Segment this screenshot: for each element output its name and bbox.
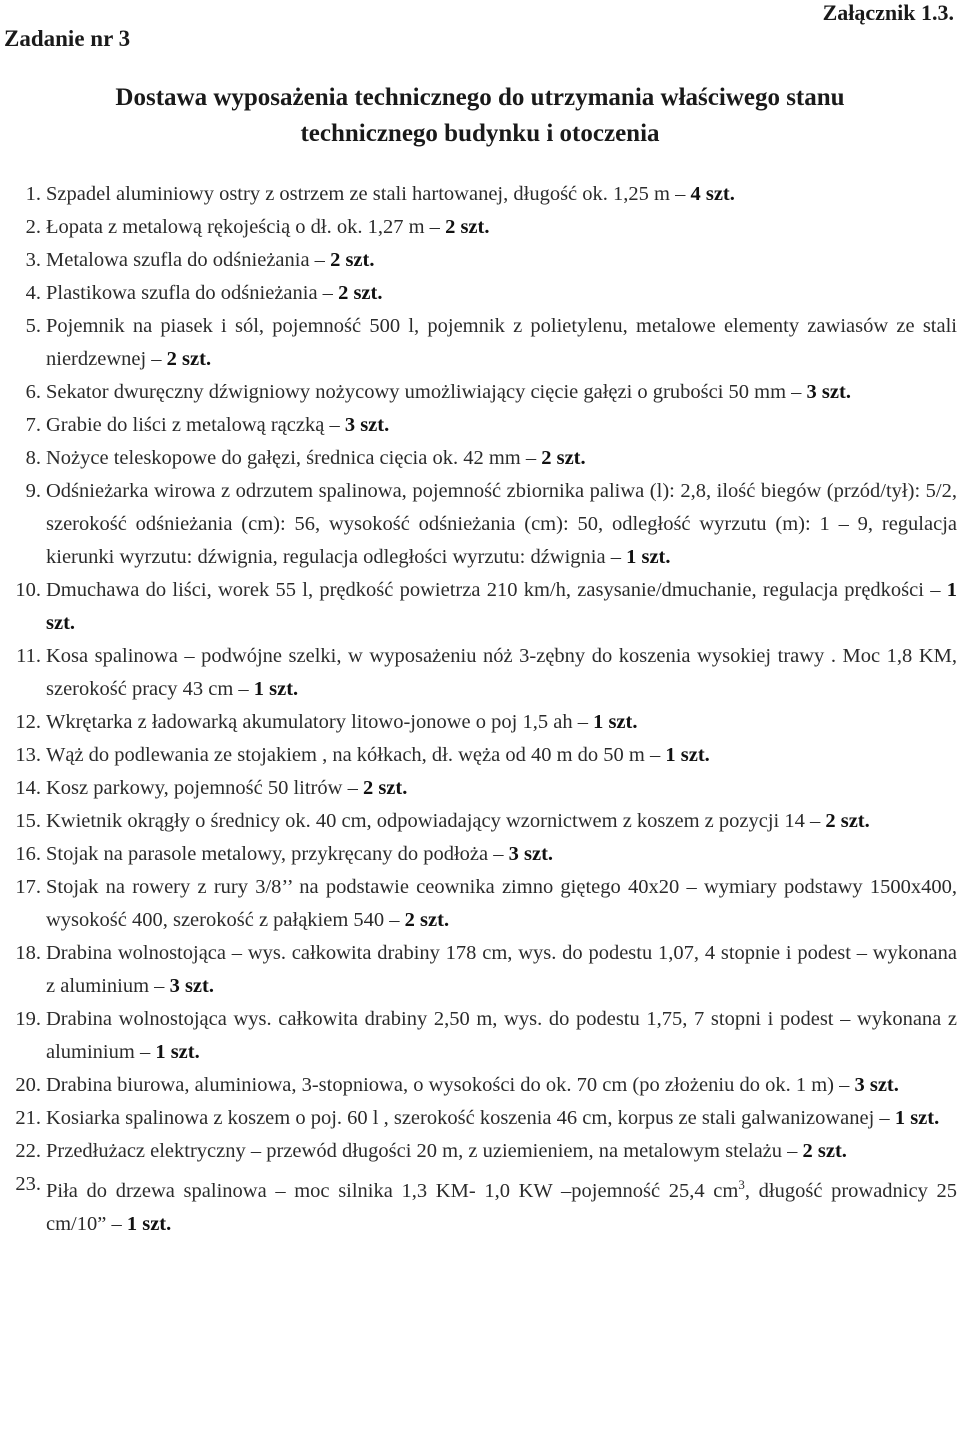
item-quantity: 3 szt. [344, 414, 390, 436]
list-item [0, 1102, 957, 1135]
item-number: 17. [15, 876, 41, 898]
list-item [0, 706, 957, 739]
title-line-2: technicznego budynku i otoczenia [300, 120, 660, 147]
item-text [46, 442, 957, 475]
item-description: Łopata z metalową rękojeścią o dł. ok. 1,27 m – [46, 216, 446, 238]
item-text [46, 739, 957, 772]
item-text [46, 178, 957, 211]
item-text [46, 838, 957, 871]
item-number: 6. [25, 381, 41, 403]
list-item [0, 244, 957, 277]
list-item [0, 310, 957, 376]
item-description: Stojak na parasole metalowy, przykręcany do podłoża – [46, 843, 509, 865]
list-item [0, 1003, 957, 1069]
item-text [46, 1003, 957, 1069]
item-description: Nożyce teleskopowe do gałęzi, średnica cięcia ok. 42 mm – [46, 447, 542, 469]
item-description-cont: , długość prowadnicy 25 cm/10” – [46, 1179, 958, 1235]
item-number: 21. [15, 1107, 41, 1129]
list-item [0, 640, 957, 706]
item-quantity: 2 szt. [445, 216, 490, 238]
item-quantity: 1 szt. [665, 744, 710, 766]
item-quantity: 2 szt. [338, 282, 383, 304]
item-number: 22. [15, 1140, 41, 1162]
item-number: 3. [25, 249, 41, 271]
item-number: 23. [15, 1173, 41, 1195]
item-quantity: 1 szt. [253, 678, 299, 700]
item-number: 7. [25, 414, 41, 436]
item-description: Sekator dwuręczny dźwigniowy nożycowy umożliwiający cięcie gałęzi o grubości 50 mm – [46, 381, 807, 403]
list-item [0, 442, 957, 475]
item-description: Drabina biurowa, aluminiowa, 3-stopniowa, o wysokości do ok. 70 cm (po złożeniu do ok. 1 m) – [46, 1074, 855, 1096]
item-number: 5. [25, 315, 41, 337]
item-description: Stojak na rowery z rury 3/8’’ na podstawie ceownika zimno giętego 40x20 – wymiary podstawy 1500x400, wysokość 400, szerokość z pałąkiem 540 – [46, 876, 957, 931]
item-text [46, 277, 957, 310]
item-number: 4. [25, 282, 41, 304]
item-text [46, 244, 957, 277]
item-text [46, 310, 957, 376]
list-item [0, 739, 957, 772]
item-quantity: 1 szt. [894, 1107, 940, 1129]
item-number: 12. [15, 711, 41, 733]
list-item [0, 871, 957, 937]
item-description: Metalowa szufla do odśnieżania – [46, 249, 331, 271]
item-description: Przedłużacz elektryczny – przewód długości 20 m, z uziemieniem, na metalowym stelażu – [46, 1140, 803, 1162]
item-quantity: 4 szt. [690, 183, 735, 205]
list-item [0, 1069, 957, 1102]
list-item [0, 1168, 957, 1241]
list-item [0, 838, 957, 871]
title-line-1: Dostawa wyposażenia technicznego do utrzymania właściwego stanu [115, 84, 845, 111]
item-superscript: 3 [738, 1177, 745, 1192]
item-description: Kosz parkowy, pojemność 50 litrów – [46, 777, 363, 799]
item-text [46, 211, 957, 244]
item-number: 1. [25, 183, 41, 205]
item-number: 18. [15, 942, 41, 964]
item-number: 8. [25, 447, 41, 469]
list-item [0, 937, 957, 1003]
item-description: Kwietnik okrągły o średnicy ok. 40 cm, odpowiadający wzornictwem z koszem z pozycji 14 – [46, 810, 826, 832]
item-quantity: 1 szt. [593, 711, 638, 733]
list-item [0, 772, 957, 805]
item-description: Odśnieżarka wirowa z odrzutem spalinowa, pojemność zbiornika paliwa (l): 2,8, ilość biegów (przód/tył): 5/2, szerokość odśnieżania (cm): 56, wysokość odśnieżania (cm): 50, odległość wyrzutu (m): 1 – 9, regulacja kierunki wyrzutu: dźwignia, regulacja odległości wyrzutu: dźwignia – [46, 480, 957, 568]
item-text [46, 475, 957, 574]
item-text [46, 706, 957, 739]
item-description: Drabina wolnostojąca wys. całkowita drabiny 2,50 m, wys. do podestu 1,75, 7 stopni i podest – wykonana z aluminium – [46, 1008, 957, 1063]
item-description: Pojemnik na piasek i sól, pojemność 500 l, pojemnik z polietylenu, metalowe elementy zawiasów ze stali nierdzewnej – [46, 315, 957, 370]
list-item [0, 805, 957, 838]
item-text [46, 1135, 957, 1168]
item-description: Drabina wolnostojąca – wys. całkowita drabiny 178 cm, wys. do podestu 1,07, 4 stopnie i podest – wykonana z aluminium – [46, 942, 957, 997]
item-number: 13. [15, 744, 41, 766]
item-text [46, 805, 957, 838]
item-text [46, 937, 957, 1003]
item-text [46, 376, 957, 409]
item-text [46, 1168, 957, 1241]
item-quantity: 2 szt. [802, 1140, 847, 1162]
item-quantity: 3 szt. [806, 381, 851, 403]
item-description: Szpadel aluminiowy ostry z ostrzem ze stali hartowanej, długość ok. 1,25 m – [46, 183, 691, 205]
item-description: Wkrętarka z ładowarką akumulatory litowo-jonowe o poj 1,5 ah – [46, 711, 594, 733]
attachment-label: Załącznik 1.3. [822, 0, 954, 25]
item-quantity: 2 szt. [166, 348, 212, 370]
item-quantity: 3 szt. [169, 975, 214, 997]
item-number: 2. [25, 216, 41, 238]
item-description: Dmuchawa do liści, worek 55 l, prędkość powietrza 210 km/h, zasysanie/dmuchanie, regulacja prędkości – [46, 579, 947, 601]
item-number: 20. [15, 1074, 41, 1096]
item-number: 9. [25, 480, 41, 502]
list-item [0, 1135, 957, 1168]
item-text [46, 1102, 957, 1135]
item-text [46, 640, 957, 706]
list-item [0, 409, 957, 442]
item-number: 19. [15, 1008, 41, 1030]
list-item [0, 574, 957, 640]
item-description: Plastikowa szufla do odśnieżania – [46, 282, 339, 304]
item-description: Wąż do podlewania ze stojakiem , na kółkach, dł. węża od 40 m do 50 m – [46, 744, 666, 766]
list-item [0, 211, 957, 244]
item-quantity: 3 szt. [854, 1074, 899, 1096]
list-item [0, 376, 957, 409]
item-quantity: 2 szt. [362, 777, 408, 799]
item-text [46, 871, 957, 937]
item-number: 16. [15, 843, 41, 865]
item-number: 15. [15, 810, 41, 832]
item-description: Kosa spalinowa – podwójne szelki, w wyposażeniu nóż 3-zębny do koszenia wysokiej trawy . Moc 1,8 KM, szerokość pracy 43 cm – [46, 645, 957, 700]
item-quantity: 1 szt. [126, 1212, 172, 1235]
list-item [0, 277, 957, 310]
item-text [46, 772, 957, 805]
list-item [0, 178, 957, 211]
list-item [0, 475, 957, 574]
item-text [46, 409, 957, 442]
item-quantity: 2 szt. [330, 249, 375, 271]
equipment-list [0, 178, 957, 1241]
item-quantity: 2 szt. [404, 909, 450, 931]
item-quantity: 2 szt. [825, 810, 870, 832]
item-quantity: 3 szt. [508, 843, 554, 865]
item-quantity: 1 szt. [626, 546, 671, 568]
item-text [46, 1069, 957, 1102]
item-text [46, 574, 957, 640]
item-description: Kosiarka spalinowa z koszem o poj. 60 l , szerokość koszenia 46 cm, korpus ze stali galwanizowanej – [46, 1107, 895, 1129]
item-number: 10. [15, 579, 41, 601]
item-description: Piła do drzewa spalinowa – moc silnika 1,3 KM- 1,0 KW –pojemność 25,4 cm [46, 1179, 739, 1202]
item-description: Grabie do liści z metalową rączką – [46, 414, 345, 436]
item-number: 14. [15, 777, 41, 799]
item-number: 11. [16, 645, 41, 667]
task-number: Zadanie nr 3 [4, 26, 131, 51]
document-title [0, 80, 960, 152]
item-quantity: 1 szt. [155, 1041, 200, 1063]
item-quantity: 1 szt. [46, 579, 957, 634]
item-quantity: 2 szt. [541, 447, 586, 469]
